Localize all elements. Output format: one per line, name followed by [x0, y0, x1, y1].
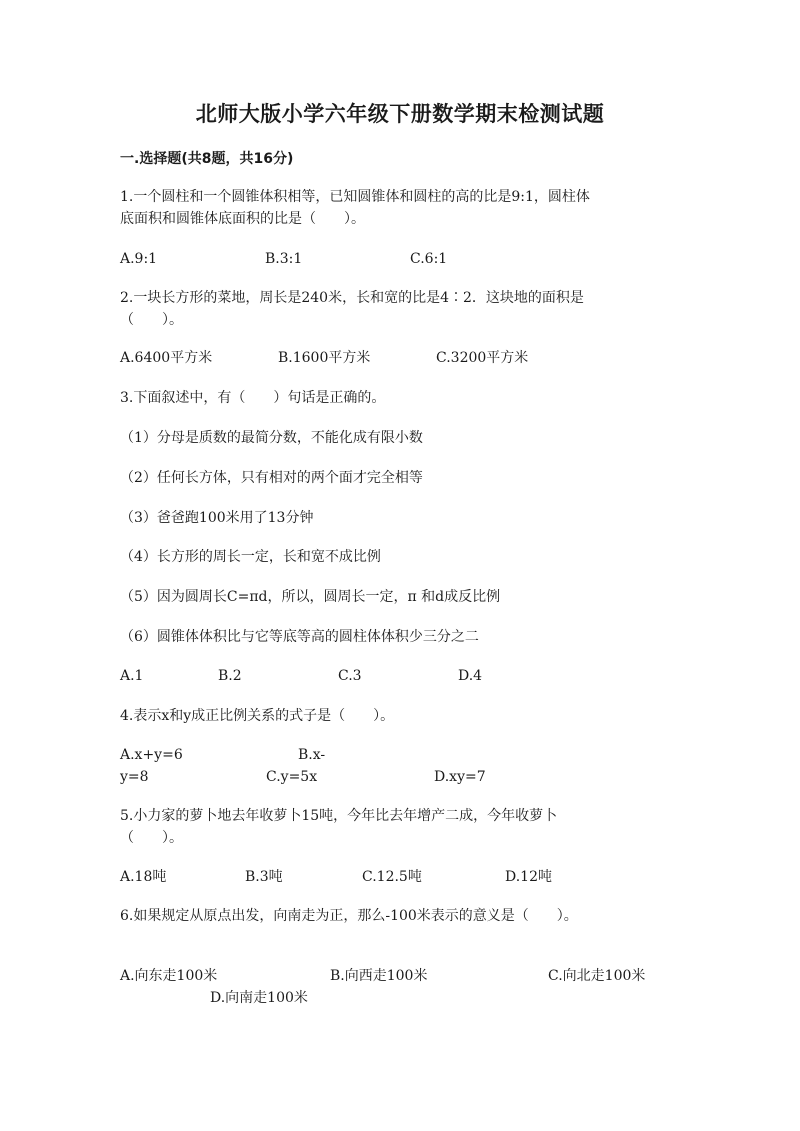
question-3-statement-2: （2）任何长方体，只有相对的两个面才完全相等	[120, 470, 423, 486]
question-3-option-b: B.2	[218, 668, 242, 684]
question-1-option-c: C.6:1	[410, 251, 448, 267]
question-4-option-c: C.y=5x	[266, 769, 318, 785]
question-1-text-line-2: 底面积和圆锥体底面积的比是（ ）。	[120, 211, 365, 227]
question-4-option-b-part-2: y=8	[120, 769, 149, 785]
question-6-option-a: A.向东走100米	[120, 968, 218, 984]
question-6-option-d: D.向南走100米	[210, 990, 308, 1006]
question-3-statement-4: （4）长方形的周长一定，长和宽不成比例	[120, 549, 381, 565]
question-3-option-d: D.4	[458, 668, 483, 684]
question-4-option-d: D.xy=7	[434, 769, 486, 785]
question-6-option-c: C.向北走100米	[548, 968, 646, 984]
question-2-option-c: C.3200平方米	[436, 350, 529, 366]
question-2-option-a: A.6400平方米	[120, 350, 213, 366]
question-1-option-a: A.9:1	[120, 251, 158, 267]
question-5-option-b: B.3吨	[245, 869, 283, 885]
question-5-option-a: A.18吨	[120, 869, 167, 885]
question-2-text-line-2: （ ）。	[120, 312, 183, 328]
question-4-option-a: A.x+y=6	[120, 747, 183, 763]
question-3-option-a: A.1	[120, 668, 144, 684]
question-2-text-line-1: 2.一块长方形的菜地，周长是240米，长和宽的比是4∶2．这块地的面积是	[120, 290, 584, 306]
question-1-text-line-1: 1.一个圆柱和一个圆锥体积相等，已知圆锥体和圆柱的高的比是9:1，圆柱体	[120, 189, 590, 205]
question-4-option-b-part-1: B.x-	[298, 747, 326, 763]
question-3-statement-3: （3）爸爸跑100米用了13分钟	[120, 510, 314, 526]
page-title: 北师大版小学六年级下册数学期末检测试题	[195, 102, 605, 126]
question-5-text-line-1: 5.小力家的萝卜地去年收萝卜15吨，今年比去年增产二成，今年收萝卜	[120, 808, 558, 824]
question-5-option-c: C.12.5吨	[362, 869, 422, 885]
question-6-option-b: B.向西走100米	[330, 968, 428, 984]
question-3-statement-1: （1）分母是质数的最简分数，不能化成有限小数	[120, 430, 423, 446]
question-2-option-b: B.1600平方米	[278, 350, 371, 366]
question-6-text: 6.如果规定从原点出发，向南走为正，那么-100米表示的意义是（ ）。	[120, 908, 578, 924]
question-3-statement-6: （6）圆锥体体积比与它等底等高的圆柱体体积少三分之二	[120, 629, 479, 645]
question-5-text-line-2: （ ）。	[120, 830, 183, 846]
section-heading: 一.选择题(共8题，共16分)	[120, 151, 294, 167]
question-4-text: 4.表示x和y成正比例关系的式子是（ ）。	[120, 708, 395, 724]
question-3-text: 3.下面叙述中，有（ ）句话是正确的。	[120, 390, 386, 406]
question-3-statement-5: （5）因为圆周长C=πd，所以，圆周长一定，π 和d成反比例	[120, 589, 501, 605]
question-5-option-d: D.12吨	[505, 869, 552, 885]
question-1-option-b: B.3:1	[265, 251, 303, 267]
question-3-option-c: C.3	[338, 668, 362, 684]
